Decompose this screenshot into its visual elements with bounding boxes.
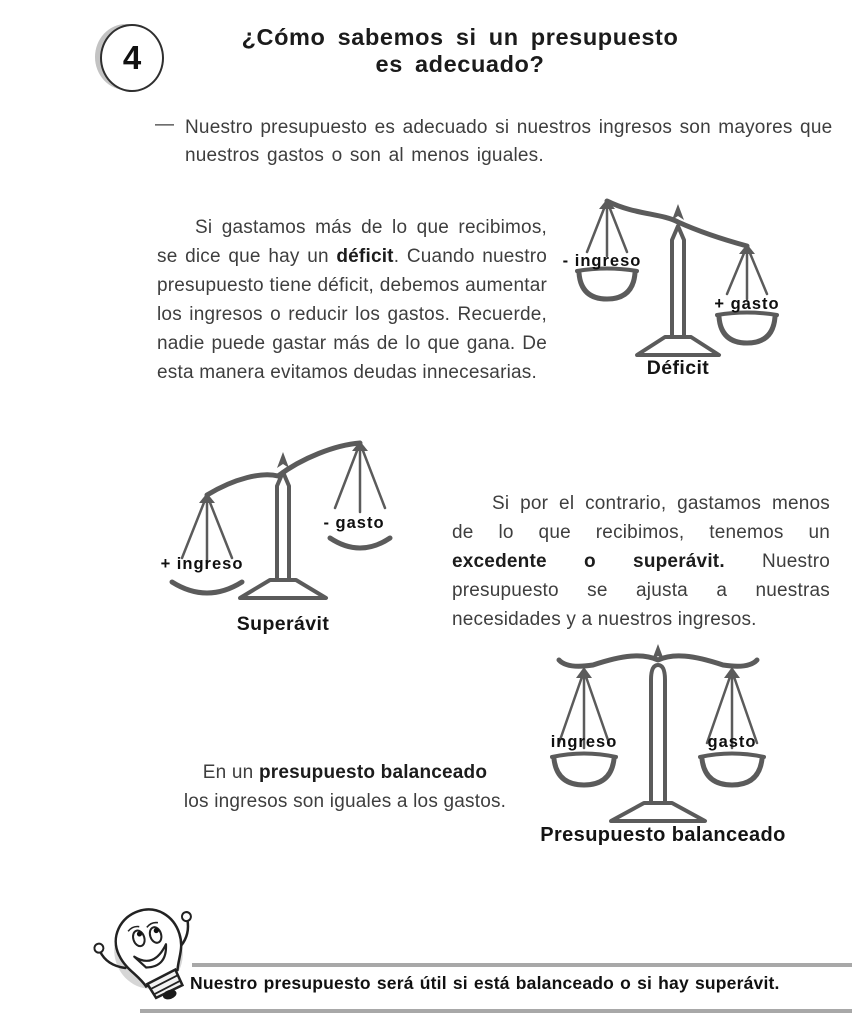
superavit-left-pan-label: + ingreso	[160, 555, 244, 573]
superavit-figure	[150, 430, 400, 645]
title-line-2: es adecuado?	[375, 51, 545, 77]
balanced-left-pan-rim	[552, 754, 616, 758]
superavit-pivot-finial	[277, 452, 289, 468]
balanced-right-pan-bowl	[702, 759, 762, 785]
superavit-left-strings	[182, 495, 232, 562]
superavit-pillar	[277, 472, 289, 580]
superavit-base	[240, 580, 326, 598]
deficit-paragraph-post: . Cuando nuestro presupuesto tiene déficit, debemos aumentar los ingresos o reducir los gastos. Recuerde, nadie puede gastar más de lo que gana. De esta manera evitamos deudas innecesarias.	[157, 246, 547, 383]
deficit-pivot-finial	[672, 204, 684, 220]
deficit-right-pan-bowl	[719, 317, 775, 343]
balanced-paragraph-bold: presupuesto balanceado	[258, 762, 488, 783]
deficit-base	[637, 337, 719, 355]
deficit-paragraph-bold: déficit	[336, 246, 394, 267]
page-number: 4	[122, 39, 142, 76]
deficit-paragraph	[157, 213, 547, 387]
superavit-paragraph-post: Nuestro presupuesto se ajusta a nuestras necesidades y a nuestros ingresos.	[452, 551, 830, 630]
balanced-pillar	[651, 665, 665, 803]
balanced-right-pan-label: gasto	[707, 733, 757, 751]
deficit-left-pan-bowl	[579, 273, 635, 299]
superavit-paragraph	[452, 489, 830, 634]
deficit-left-pan-label: - ingreso	[562, 252, 642, 270]
intro-text: Nuestro presupuesto es adecuado si nuestros ingresos son mayores que nuestros gastos o son al menos iguales.	[185, 117, 833, 166]
page-title	[130, 24, 790, 78]
deficit-paragraph-pre: Si gastamos más de lo que recibimos, se dice que hay un	[157, 217, 547, 267]
balance-scale-deficit-icon	[535, 182, 805, 382]
superavit-caption: Superávit	[236, 613, 330, 635]
balanced-left-pan-bowl	[554, 759, 614, 785]
superavit-paragraph-bold: excedente o superávit.	[452, 551, 725, 572]
balanced-paragraph-post: los ingresos son iguales a los gastos.	[183, 791, 507, 812]
intro-item	[155, 114, 845, 170]
deficit-caption: Déficit	[646, 357, 710, 379]
balanced-caption: Presupuesto balanceado	[540, 824, 786, 846]
deficit-figure	[535, 182, 805, 382]
left-hand	[93, 942, 104, 953]
superavit-right-pan-label: - gasto	[323, 514, 385, 532]
intro-dash: —	[155, 114, 174, 135]
deficit-right-pan-label: + gasto	[714, 295, 780, 313]
balanced-paragraph-pre: En un	[202, 762, 259, 783]
tip-text: Nuestro presupuesto será útil si está balanceado o si hay superávit.	[190, 973, 780, 993]
balanced-base	[611, 803, 705, 821]
superavit-paragraph-pre: Si por el contrario, gastamos menos de lo que recibimos, tenemos un	[452, 493, 830, 543]
right-hand	[181, 911, 192, 922]
balanced-right-pan-rim	[700, 754, 764, 758]
superavit-left-pan-bowl	[172, 582, 242, 593]
tip-rule-bottom	[140, 1009, 852, 1013]
lightbulb-mascot-drawing	[92, 901, 212, 1019]
balanced-paragraph	[135, 758, 555, 816]
lightbulb-mascot-icon	[92, 901, 212, 1019]
balanced-figure	[523, 638, 788, 853]
title-line-1: ¿Cómo sabemos si un presupuesto	[241, 24, 679, 50]
balanced-left-pan-label: ingreso	[550, 733, 618, 751]
superavit-right-strings	[335, 443, 385, 512]
superavit-right-pan-bowl	[330, 538, 390, 548]
tip-rule-top	[192, 963, 852, 967]
deficit-pillar	[672, 226, 684, 337]
